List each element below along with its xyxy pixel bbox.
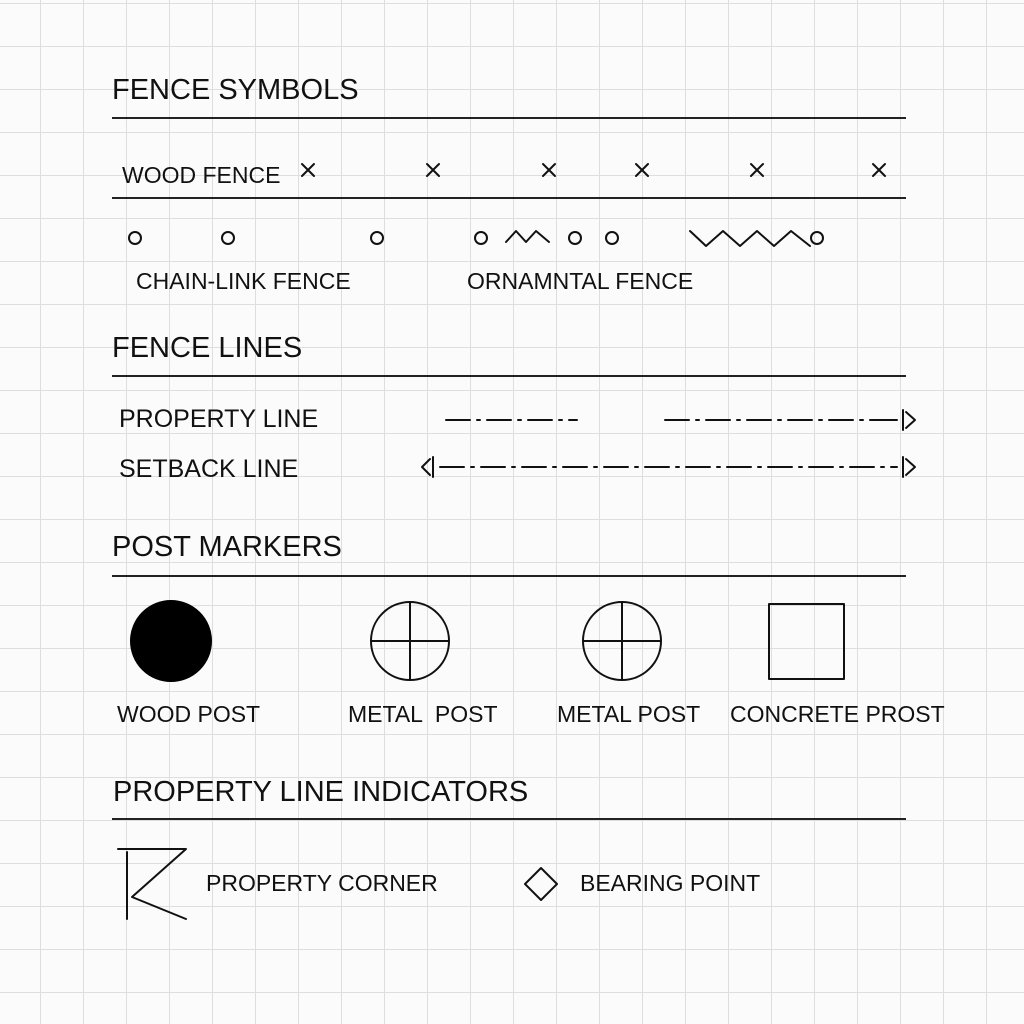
chain-link-fence-label: CHAIN-LINK FENCE (136, 268, 351, 294)
x-mark-icon (543, 164, 555, 176)
ornamental-zigzag-short (506, 231, 549, 242)
small-circle-icon (222, 232, 234, 244)
bearing-point-icon (525, 868, 557, 900)
x-mark-icon (302, 164, 314, 176)
small-circle-icon (371, 232, 383, 244)
arrow-left-icon (422, 457, 433, 477)
ornamental-zigzag-long (690, 231, 810, 246)
metal-post-symbol-1 (371, 602, 449, 680)
setback-line-symbol (422, 457, 915, 477)
fence-lines-title: FENCE LINES (112, 332, 303, 364)
bearing-point-label: BEARING POINT (580, 870, 761, 896)
property-corner-icon (118, 849, 186, 919)
small-circle-icon (811, 232, 823, 244)
x-mark-icon (636, 164, 648, 176)
ornamental-fence-label: ORNAMNTAL FENCE (467, 268, 694, 294)
concrete-post-symbol (769, 604, 844, 679)
concrete-post-label: CONCRETE PROST (730, 701, 945, 727)
fence-symbols-title: FENCE SYMBOLS (112, 74, 359, 106)
wood-post-symbol (131, 601, 211, 681)
x-mark-icon (751, 164, 763, 176)
x-mark-icon (873, 164, 885, 176)
metal-post-label-1: METAL POST (348, 701, 498, 727)
setback-line-label: SETBACK LINE (119, 455, 299, 483)
wood-fence-x-marks (302, 164, 885, 176)
property-corner-label: PROPERTY CORNER (206, 870, 438, 896)
property-line-indicators-title: PROPERTY LINE INDICATORS (113, 776, 529, 808)
metal-post-symbol-2 (583, 602, 661, 680)
arrow-right-icon (903, 457, 915, 477)
x-mark-icon (427, 164, 439, 176)
small-circle-icon (129, 232, 141, 244)
property-line-label: PROPERTY LINE (119, 405, 319, 433)
small-circle-icon (475, 232, 487, 244)
arrow-right-icon (903, 410, 915, 430)
property-line-symbol (446, 410, 915, 430)
small-circle-icon (569, 232, 581, 244)
wood-fence-label: WOOD FENCE (122, 162, 281, 188)
post-markers-title: POST MARKERS (112, 531, 342, 563)
wood-post-label: WOOD POST (117, 701, 261, 727)
metal-post-label-2: METAL POST (557, 701, 701, 727)
small-circle-icon (606, 232, 618, 244)
